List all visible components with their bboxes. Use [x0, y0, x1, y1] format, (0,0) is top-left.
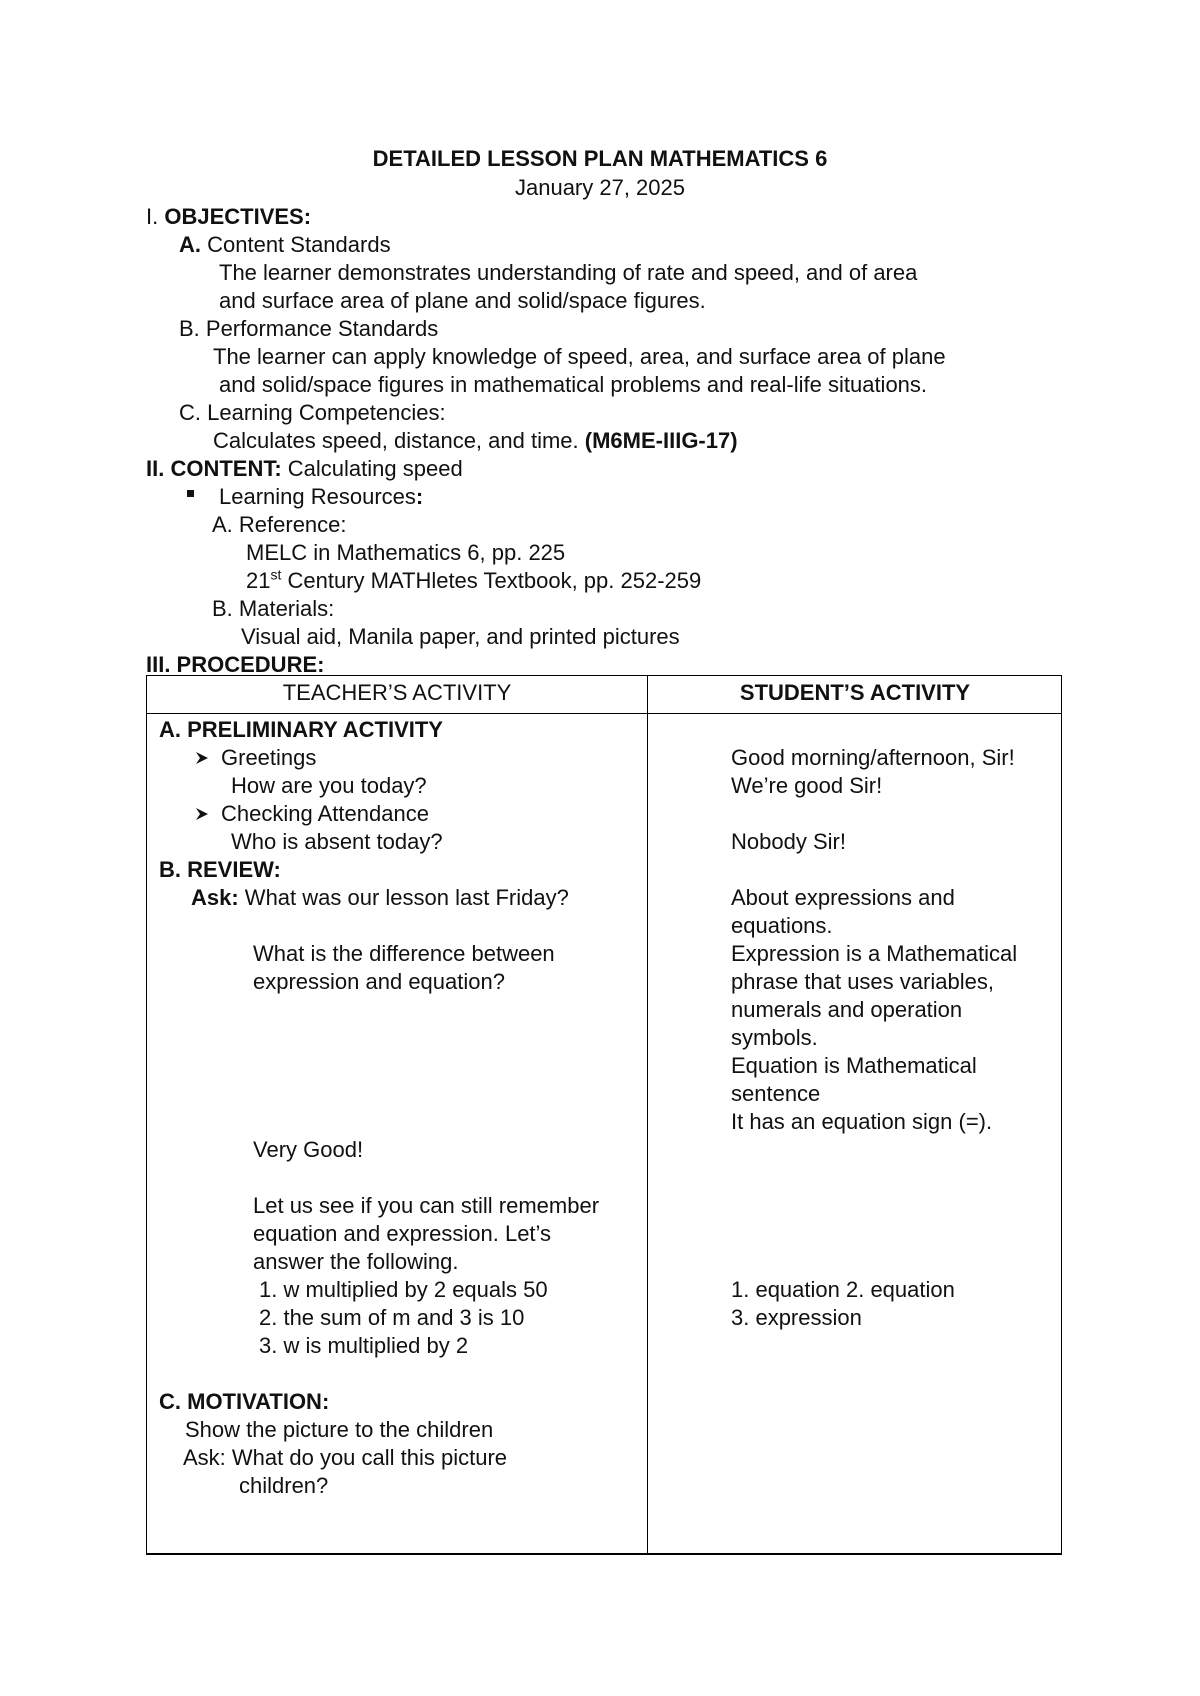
content-standards-line-1: The learner demonstrates understanding of rate and speed, and of area [219, 260, 918, 285]
let-us-line-1: Let us see if you can still remember [253, 1193, 600, 1218]
arrowhead-bullet-icon [195, 751, 209, 765]
were-good-response: We’re good Sir! [731, 773, 883, 798]
difference-question-line-1: What is the difference between [253, 941, 555, 966]
performance-standards-line-2: and solid/space figures in mathematical problems and real-life situations. [219, 372, 928, 397]
ask-label: Ask: [191, 885, 239, 910]
exercise-item-2: 2. the sum of m and 3 is 10 [259, 1305, 525, 1330]
equation-response-line-3: It has an equation sign (=). [731, 1109, 993, 1134]
reference-item-1: MELC in Mathematics 6, pp. 225 [246, 540, 566, 565]
learning-resources-label [219, 483, 423, 511]
expression-response-line-1: Expression is a Mathematical [731, 941, 1018, 966]
greetings-text: Greetings [221, 745, 317, 770]
reference-label: A. Reference: [212, 512, 347, 537]
good-morning-response: Good morning/afternoon, Sir! [731, 745, 1015, 770]
document-date: January 27, 2025 [514, 175, 686, 200]
learning-resources-text: Learning Resources [219, 484, 416, 509]
difference-question-line-2: expression and equation? [253, 969, 505, 994]
learning-resources-colon: : [415, 484, 424, 509]
very-good-text: Very Good! [253, 1137, 364, 1162]
reference-item-2-number: 21 [246, 568, 271, 593]
arrowhead-bullet-icon [195, 807, 209, 821]
objectives-number: I. [146, 204, 165, 229]
content-topic: Calculating speed [281, 456, 463, 481]
ask-picture-line-1: Ask: What do you call this picture [183, 1445, 508, 1470]
procedure-table [146, 675, 1062, 1555]
ask-picture-line-2: children? [239, 1473, 329, 1498]
table-header-rule [147, 713, 1061, 714]
about-response-line-1: About expressions and [731, 885, 955, 910]
reference-item-2-text: Century MATHletes Textbook, pp. 252-259 [281, 568, 702, 593]
ask-lesson-text [191, 884, 569, 912]
let-us-line-2: equation and expression. Let’s [253, 1221, 552, 1246]
performance-standards-label: B. Performance Standards [179, 316, 439, 341]
table-column-divider [647, 676, 648, 1553]
how-are-you-text: How are you today? [231, 773, 427, 798]
about-response-line-2: equations. [731, 913, 833, 938]
square-bullet-icon [187, 490, 194, 497]
review-heading: B. REVIEW: [159, 857, 281, 882]
content-standards-line-2: and surface area of plane and solid/space figures. [219, 288, 706, 313]
let-us-line-3: answer the following. [253, 1249, 459, 1274]
checking-attendance-text: Checking Attendance [221, 801, 429, 826]
exercise-item-3: 3. w is multiplied by 2 [259, 1333, 469, 1358]
exercise-item-1: 1. w multiplied by 2 equals 50 [259, 1277, 548, 1302]
answers-line-1: 1. equation 2. equation [731, 1277, 955, 1302]
checking-attendance-item [195, 800, 429, 828]
reference-item-2-suffix: st [270, 566, 282, 583]
performance-standards-line-1: The learner can apply knowledge of speed, area, and surface area of plane [213, 344, 946, 369]
competencies-code: (M6ME-IIIG-17) [584, 428, 738, 453]
content-heading [146, 455, 463, 483]
procedure-heading-text: III. PROCEDURE: [146, 652, 325, 677]
materials-text: Visual aid, Manila paper, and printed pictures [241, 624, 680, 649]
content-standards-label-text: Content Standards [201, 232, 391, 257]
who-absent-text: Who is absent today? [231, 829, 443, 854]
teacher-activity-header: TEACHER’S ACTIVITY [282, 680, 512, 705]
student-activity-header: STUDENT’S ACTIVITY [739, 680, 971, 705]
motivation-heading: C. MOTIVATION: [159, 1389, 330, 1414]
ask-question: What was our lesson last Friday? [238, 885, 569, 910]
greetings-item [195, 744, 316, 772]
competencies-label: C. Learning Competencies: [179, 400, 446, 425]
preliminary-activity-heading: A. PRELIMINARY ACTIVITY [159, 717, 443, 742]
equation-response-line-2: sentence [731, 1081, 821, 1106]
expression-response-line-4: symbols. [731, 1025, 818, 1050]
show-picture-text: Show the picture to the children [185, 1417, 494, 1442]
expression-response-line-2: phrase that uses variables, [731, 969, 994, 994]
materials-label: B. Materials: [212, 596, 335, 621]
equation-response-line-1: Equation is Mathematical [731, 1053, 977, 1078]
objectives-heading [146, 203, 311, 231]
reference-item-2 [246, 567, 701, 595]
objectives-heading-text: OBJECTIVES: [164, 204, 312, 229]
content-standards-label [179, 231, 391, 259]
answers-line-2: 3. expression [731, 1305, 862, 1330]
competencies-description: Calculates speed, distance, and time. [213, 428, 585, 453]
document-title: DETAILED LESSON PLAN MATHEMATICS 6 [372, 146, 828, 171]
content-standards-prefix: A. [179, 232, 201, 257]
expression-response-line-3: numerals and operation [731, 997, 963, 1022]
content-heading-text: II. CONTENT: [146, 456, 282, 481]
nobody-response: Nobody Sir! [731, 829, 846, 854]
competencies-text [213, 427, 738, 455]
